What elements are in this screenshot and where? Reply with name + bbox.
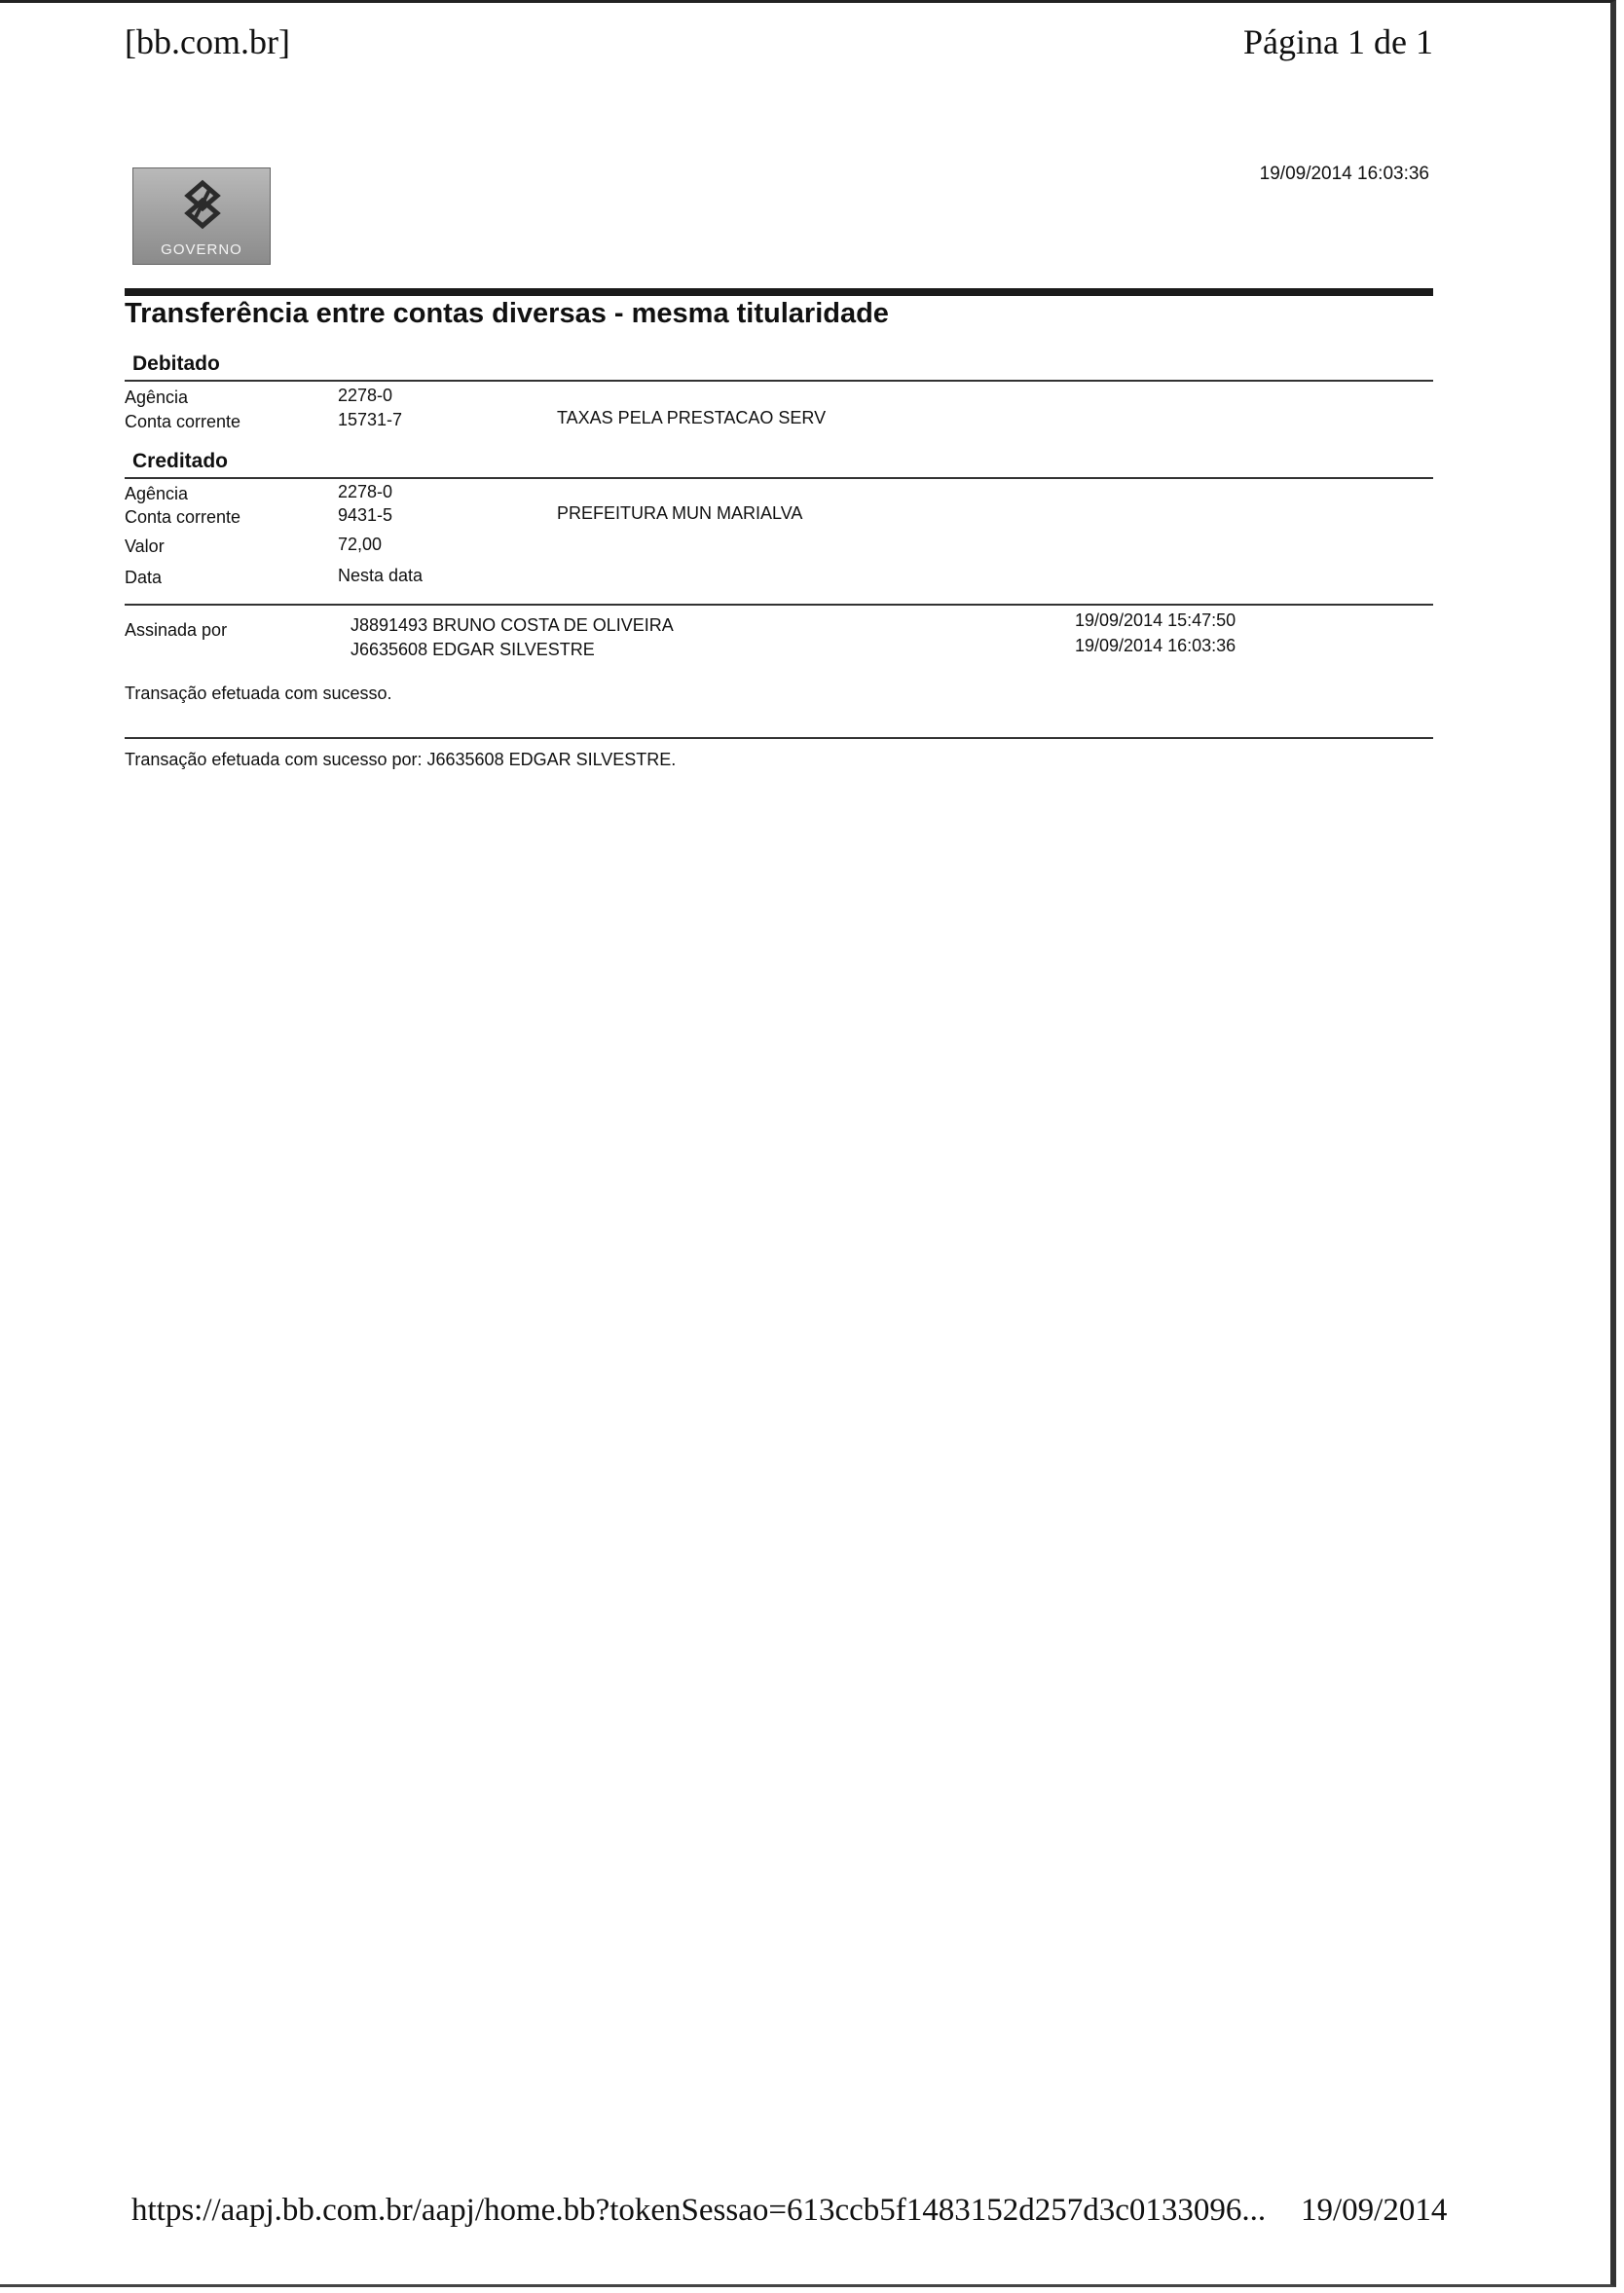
creditado-agencia-label: Agência: [125, 484, 189, 503]
data-value: Nesta data: [338, 566, 424, 585]
signer-date: 19/09/2014 15:47:50: [1075, 610, 1236, 630]
print-timestamp: 19/09/2014 16:03:36: [1259, 164, 1429, 184]
debitado-conta-value: 15731-7: [338, 410, 403, 429]
creditado-conta-label: Conta corrente: [125, 507, 241, 527]
creditado-conta-value: 9431-5: [338, 505, 393, 525]
creditado-title: Creditado: [132, 450, 229, 472]
valor-value: 72,00: [338, 535, 383, 554]
governo-logo: [132, 167, 271, 265]
valor-label: Valor: [125, 536, 165, 556]
site-header: [bb.com.br]: [125, 22, 290, 61]
debitado-rule: [125, 380, 1433, 382]
signer-date: 19/09/2014 16:03:36: [1075, 636, 1236, 655]
footer-date: 19/09/2014: [1301, 2193, 1448, 2228]
debitado-agencia-value: 2278-0: [338, 386, 393, 405]
creditado-conta-desc: PREFEITURA MUN MARIALVA: [557, 503, 803, 523]
creditado-section: [125, 446, 1433, 475]
creditado-agencia-value: 2278-0: [338, 482, 393, 501]
data-label: Data: [125, 568, 163, 587]
debitado-conta-desc: TAXAS PELA PRESTACAO SERV: [557, 408, 827, 427]
debitado-title: Debitado: [132, 352, 220, 375]
signatures-rule: [125, 604, 1433, 606]
final-status-rule: [125, 737, 1433, 739]
signer-name: J6635608 EDGAR SILVESTRE: [351, 640, 595, 659]
transaction-status: Transação efetuada com sucesso.: [125, 684, 392, 703]
logo-caption: GOVERNO: [161, 241, 242, 258]
debitado-conta-label: Conta corrente: [125, 412, 241, 431]
signed-by-label: Assinada por: [125, 620, 228, 640]
title-rule: [125, 288, 1433, 296]
signer-name: J8891493 BRUNO COSTA DE OLIVEIRA: [351, 615, 674, 635]
page-title: Transferência entre contas diversas - mesma titularidade: [125, 298, 889, 329]
debitado-agencia-label: Agência: [125, 388, 189, 407]
bb-logo-icon: [176, 178, 229, 231]
creditado-rule: [125, 477, 1433, 479]
debitado-section: [125, 351, 1433, 380]
transaction-status-final: Transação efetuada com sucesso por: J6635608 EDGAR SILVESTRE.: [125, 750, 677, 769]
page-number: Página 1 de 1: [1243, 22, 1433, 61]
footer-url: https://aapj.bb.com.br/aapj/home.bb?tokenSessao=613ccb5f1483152d257d3c0133096...: [131, 2193, 1267, 2228]
